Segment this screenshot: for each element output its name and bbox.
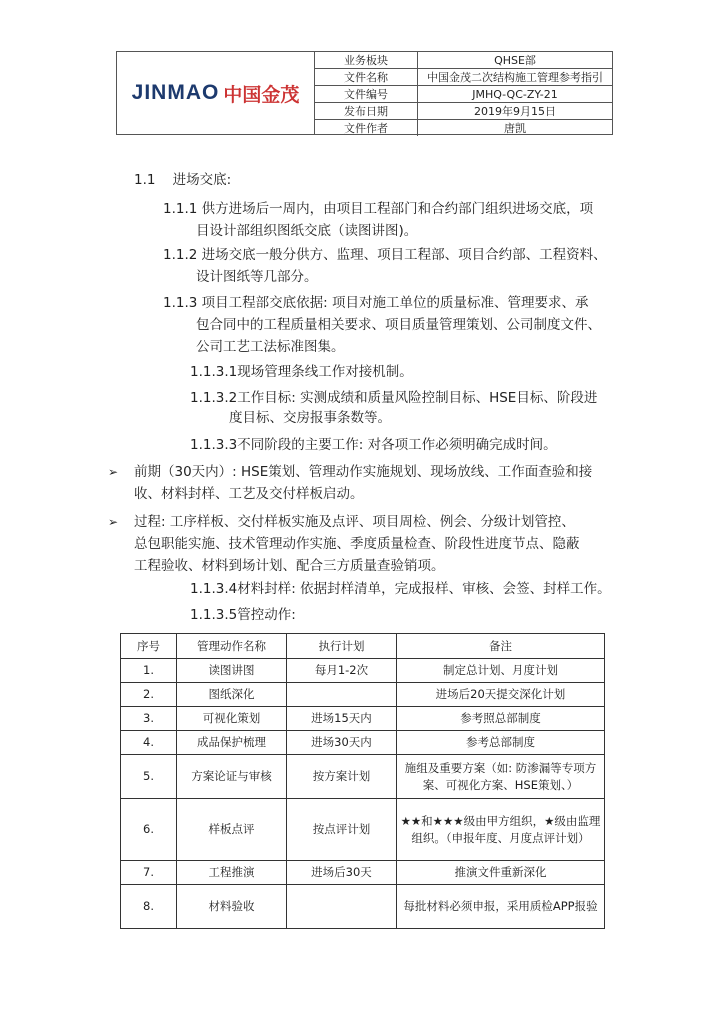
- cell-name: 材料验收: [177, 885, 287, 929]
- meta-key: 文件名称: [315, 69, 418, 86]
- meta-row: [315, 69, 612, 86]
- cell-no: 8.: [121, 885, 177, 929]
- meta-row: [315, 120, 612, 137]
- logo-text-cn: 中国金茂: [223, 83, 300, 106]
- paragraph-line: 供方进场后一周内，由项目工程部门和合约部门组织进场交底，项: [201, 201, 594, 217]
- cell-name: 工程推演: [177, 861, 287, 885]
- table-row: [121, 799, 605, 861]
- cell-note: 进场后20天提交深化计划: [397, 683, 605, 707]
- section-number: 1.1.3.1: [190, 364, 238, 380]
- cell-name: 成品保护梳理: [177, 731, 287, 755]
- bullet-process-line: 过程: 工序样板、交付样板实施及点评、项目周检、例会、分级计划管控、: [134, 514, 575, 530]
- cell-note: 每批材料必须申报，采用质检APP报验: [397, 885, 605, 929]
- meta-key: 发布日期: [315, 103, 418, 120]
- table-row: [121, 861, 605, 885]
- cell-name: 可视化策划: [177, 707, 287, 731]
- paragraph-line: 管控动作:: [237, 607, 296, 623]
- bullet-process-line: 工程验收、材料到场计划、配合三方质量查验销项。: [134, 558, 445, 574]
- paragraph-line: 进场交底一般分供方、监理、项目工程部、项目合约部、工程资料、: [201, 247, 607, 263]
- bullet-process-line: 总包职能实施、技术管理动作实施、季度质量检查、阶段性进度节点、隐蔽: [134, 536, 580, 552]
- cell-no: 1.: [121, 659, 177, 683]
- paragraph-line: 设计图纸等几部分。: [196, 269, 318, 285]
- table-header-row: [121, 634, 605, 659]
- paragraph-line: 度目标、交房报事条数等。: [229, 410, 391, 426]
- cell-no: 4.: [121, 731, 177, 755]
- table-row: [121, 659, 605, 683]
- paragraph-line: 目设计部组织图纸交底（读图讲图)。: [196, 223, 418, 239]
- cell-no: 7.: [121, 861, 177, 885]
- meta-row: [315, 86, 612, 103]
- cell-plan: 按点评计划: [287, 799, 397, 861]
- cell-plan: 进场30天内: [287, 731, 397, 755]
- cell-plan: 进场后30天: [287, 861, 397, 885]
- logo-text-en: JINMAO: [131, 81, 220, 104]
- section-1-1-3-1: [190, 360, 413, 384]
- meta-row: [315, 52, 612, 69]
- company-logo: [117, 52, 315, 134]
- cell-note: 参考总部制度: [397, 731, 605, 755]
- cell-name: 样板点评: [177, 799, 287, 861]
- meta-value: 2019年9月15日: [418, 103, 613, 120]
- cell-note: 参考照总部制度: [397, 707, 605, 731]
- paragraph-line: 现场管理条线工作对接机制。: [237, 364, 413, 380]
- section-number: 1.1.2: [163, 247, 198, 263]
- meta-key: 业务板块: [315, 52, 418, 69]
- paragraph-line: 工作目标: 实测成绩和质量风险控制目标、HSE目标、阶段进: [237, 390, 598, 406]
- section-number: 1.1.3.4: [190, 581, 238, 597]
- meta-value: 中国金茂二次结构施工管理参考指引: [418, 69, 613, 86]
- cell-no: 2.: [121, 683, 177, 707]
- arrow-bullet-icon: ➢: [108, 465, 119, 479]
- section-1-1-2: [163, 243, 607, 267]
- cell-plan: [287, 885, 397, 929]
- paragraph-line: 材料封样: 依据封样清单，完成报样、审核、会签、封样工作。: [237, 581, 611, 597]
- control-actions-table: [120, 633, 605, 929]
- section-1-1-3-3: [190, 433, 557, 457]
- column-header: 序号: [121, 634, 177, 659]
- cell-name: 图纸深化: [177, 683, 287, 707]
- section-1-1-3-4: [190, 577, 611, 601]
- cell-plan: 进场15天内: [287, 707, 397, 731]
- table-row: [121, 731, 605, 755]
- meta-row: [315, 103, 612, 120]
- meta-value: 唐凯: [418, 120, 613, 137]
- meta-key: 文件作者: [315, 120, 418, 137]
- section-number: 1.1.3.5: [190, 607, 238, 623]
- meta-key: 文件编号: [315, 86, 418, 103]
- section-number: 1.1.1: [163, 201, 198, 217]
- section-title: 进场交底:: [172, 172, 232, 188]
- cell-note: ★★和★★★级由甲方组织，★级由监理组织。（申报年度、月度点评计划）: [397, 799, 605, 861]
- column-header: 管理动作名称: [177, 634, 287, 659]
- cell-note: 制定总计划、月度计划: [397, 659, 605, 683]
- section-number: 1.1.3: [163, 295, 198, 311]
- column-header: 执行计划: [287, 634, 397, 659]
- section-number: 1.1.3.3: [190, 437, 238, 453]
- cell-no: 3.: [121, 707, 177, 731]
- cell-no: 6.: [121, 799, 177, 861]
- cell-plan: 按方案计划: [287, 755, 397, 799]
- section-1-1-3-5: [190, 603, 296, 627]
- document-header: [116, 51, 613, 135]
- table-row: [121, 707, 605, 731]
- arrow-bullet-icon: ➢: [108, 515, 119, 529]
- paragraph-line: 包合同中的工程质量相关要求、项目质量管理策划、公司制度文件、: [196, 317, 601, 333]
- section-1-1-1: [163, 197, 593, 221]
- cell-name: 读图讲图: [177, 659, 287, 683]
- cell-plan: [287, 683, 397, 707]
- meta-value: JMHQ-QC-ZY-21: [418, 86, 613, 103]
- bullet-early-line: 前期（30天内）: HSE策划、管理动作实施规划、现场放线、工作面查验和接: [134, 464, 593, 480]
- document-meta-table: [315, 52, 612, 136]
- column-header: 备注: [397, 634, 605, 659]
- bullet-early-line: 收、材料封样、工艺及交付样板启动。: [134, 486, 364, 502]
- paragraph-line: 不同阶段的主要工作: 对各项工作必须明确完成时间。: [237, 437, 557, 453]
- cell-note: 施组及重要方案（如: 防渗漏等专项方案、可视化方案、HSE策划、）: [397, 755, 605, 799]
- table-row: [121, 755, 605, 799]
- paragraph-line: 公司工艺工法标准图集。: [196, 339, 345, 355]
- cell-no: 5.: [121, 755, 177, 799]
- table-row: [121, 885, 605, 929]
- section-number: 1.1: [134, 172, 156, 188]
- section-number: 1.1.3.2: [190, 390, 238, 406]
- meta-value: QHSE部: [418, 52, 613, 69]
- paragraph-line: 项目工程部交底依据: 项目对施工单位的质量标准、管理要求、承: [201, 295, 589, 311]
- cell-name: 方案论证与审核: [177, 755, 287, 799]
- section-1-1-3: [163, 291, 589, 315]
- cell-plan: 每月1-2次: [287, 659, 397, 683]
- cell-note: 推演文件重新深化: [397, 861, 605, 885]
- table-row: [121, 683, 605, 707]
- section-1-1: [134, 168, 231, 192]
